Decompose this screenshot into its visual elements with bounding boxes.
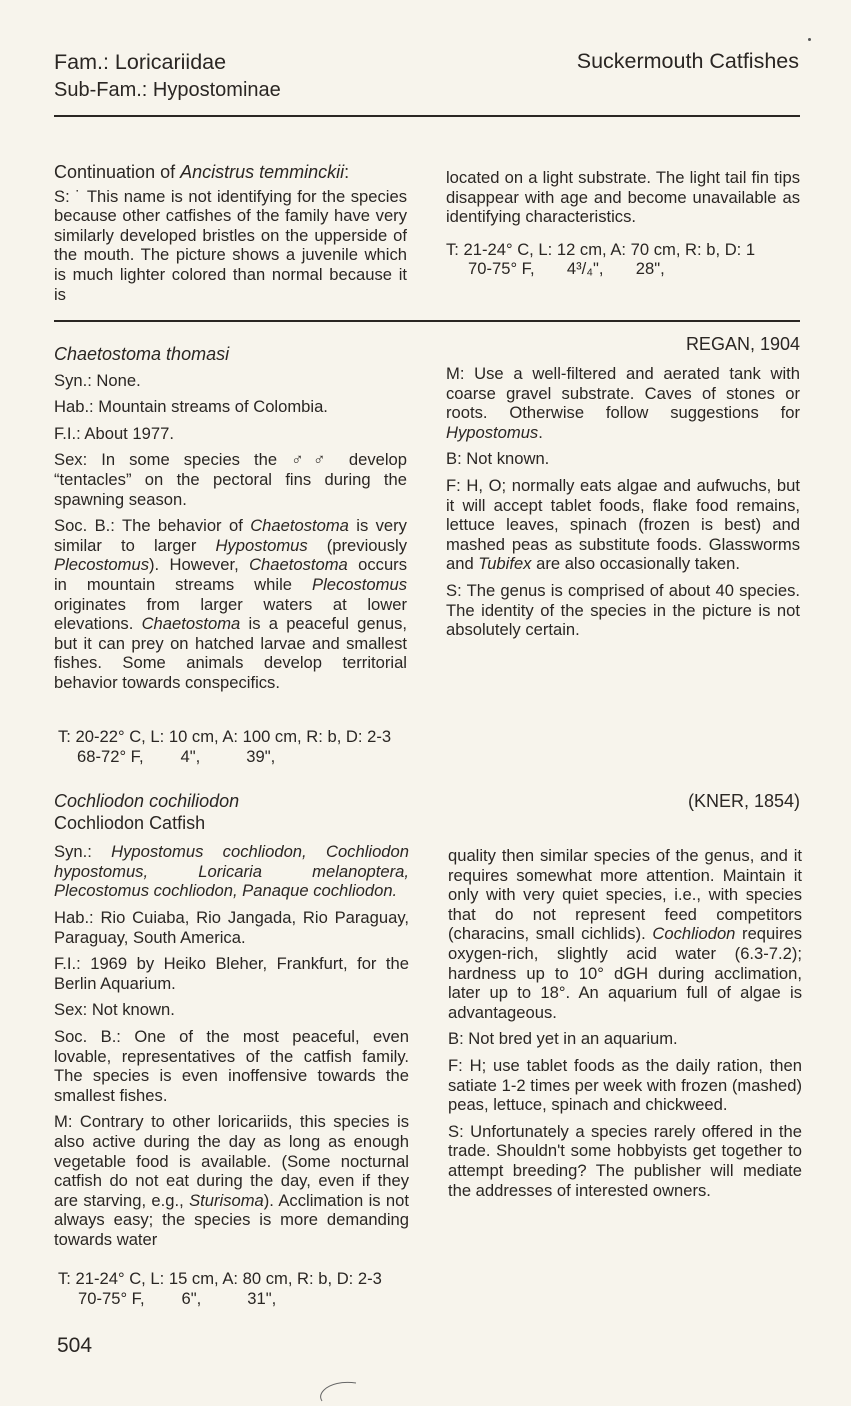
species2-hab: Hab.: Rio Cuiaba, Rio Jangada, Rio Paraguay, Paraguay, South America. [54, 907, 409, 947]
species2-social-behavior: Soc. B.: One of the most peaceful, even lovable, representatives of the catfish family. The species is even inoffensive towards the smallest fishes. [54, 1026, 409, 1105]
continuation-text-right: located on a light substrate. The light tail fin tips disappear with age and become unavailable as identifying characteristics. [446, 168, 800, 227]
species2-sex: Sex: Not known. [54, 1000, 175, 1020]
species1-data: T: 20-22° C, L: 10 cm, A: 100 cm, R: b, D: 2-3 68-72° F, 4", 39", [58, 727, 392, 766]
header-rule [54, 115, 800, 117]
species2-common-name: Cochliodon Catfish [54, 812, 206, 833]
species1-syn: Syn.: None. [54, 370, 141, 390]
species1-maintenance: M: Use a well-filtered and aerated tank with coarse gravel substrate. Caves of stones or roots. Otherwise follow suggestions for Hypostomus. [446, 364, 800, 442]
continuation-data: T: 21-24° C, L: 12 cm, A: 70 cm, R: b, D: 1 70-75° F, 4³/₄", 28", [446, 239, 756, 279]
species2-fi: F.I.: 1969 by Heiko Bleher, Frankfurt, for the Berlin Aquarium. [54, 954, 409, 993]
species2-data: T: 21-24° C, L: 15 cm, A: 80 cm, R: b, D: 2-3 70-75° F, 6", 31", [58, 1269, 382, 1308]
species1-social-behavior: Soc. B.: The behavior of Chaetostoma is very similar to larger Hypostomus (previously Plecostomus). However, Chaetostoma occurs in mountain streams while Plecostomus originates from larger waters at lower elevations. Chaetostoma is a peaceful genus, but it can prey on hatched larvae and smallest fishes. Some animals develop territorial behavior towards conspecifics. [54, 516, 408, 692]
group-title: Suckermouth Catfishes [576, 49, 799, 73]
species1-special: S: The genus is comprised of about 40 species. The identity of the species in the picture is not absolutely certain. [446, 580, 800, 640]
species1-breeding: B: Not known. [446, 449, 550, 469]
speck-mark [808, 38, 811, 41]
species1-author: REGAN, 1904 [685, 334, 800, 354]
species1-food: F: H, O; normally eats algae and aufwuchs, but it will accept tablet foods, flake food remains, lettuce leaves, spinach (frozen is best) and mashed peas as substitute foods. Glassworms and Tubifex are also occasionally taken. [446, 475, 800, 574]
species2-author: (KNER, 1854) [687, 791, 800, 811]
species2-left [54, 792, 409, 1256]
section-rule [54, 320, 800, 322]
continuation-left [54, 163, 407, 311]
species1-fi: F.I.: About 1977. [54, 423, 174, 443]
species2-breeding: B: Not bred yet in an aquarium. [448, 1029, 678, 1049]
pencil-mark [318, 1380, 358, 1402]
species2-special: S: Unfortunately a species rarely offered in the trade. Shouldn't some hobbyists get together to attempt breeding? The publisher will mediate the addresses of interested owners. [448, 1121, 802, 1200]
species1-name: Chaetostoma thomasi [54, 344, 230, 364]
species2-right [448, 846, 802, 1207]
page-number: 504 [57, 1334, 93, 1357]
subfamily-label: Sub-Fam.: Hypostominae [54, 79, 281, 101]
species2-maintenance-cont: quality then similar species of the genus, and it requires somewhat more attention. Maintain it only with very quiet species, i.e., with species that do not represent feed competitors (characins, small cichlids). Cochliodon requires oxygen-rich, slightly acid water (6.3-7.2); hardness up to 10° dGH during acclimation, later up to 18°. An aquarium full of algae is advantageous. [448, 846, 803, 1022]
species1-left [54, 345, 407, 700]
species1-hab: Hab.: Mountain streams of Colombia. [54, 397, 328, 417]
continuation-right [446, 168, 800, 279]
family-label: Fam.: Loricariidae [54, 50, 227, 74]
species2-name: Cochliodon cochiliodon [54, 791, 240, 811]
continuation-heading: Continuation of Ancistrus temminckii: [54, 162, 350, 182]
species1-right [446, 364, 800, 647]
species2-syn: Syn.: Hypostomus cochliodon, Cochliodon hypostomus, Loricaria melanoptera, Plecostomus cochliodon, Panaque cochliodon. [54, 842, 409, 901]
continuation-text-left: S: ˙ This name is not identifying for the species because other catfishes of the family have very similarly developed bristles on the upperside of the mouth. The picture shows a juvenile which is much lighter colored than normal because it is [54, 186, 407, 304]
species2-food: F: H; use tablet foods as the daily ration, then satiate 1-2 times per week with frozen (mashed) peas, lettuce, spinach and chickweed. [448, 1055, 802, 1115]
species1-sex: Sex: In some species the ♂♂ develop “tentacles” on the pectoral fins during the spawning season. [54, 450, 407, 509]
species2-maintenance: M: Contrary to other loricariids, this species is also active during the day as long as enough vegetable food is available. (Some nocturnal catfish do not eat during the day, even if they are starving, e.g., Sturisoma). Acclimation is not always easy; the species is more demanding towards water [54, 1112, 409, 1249]
